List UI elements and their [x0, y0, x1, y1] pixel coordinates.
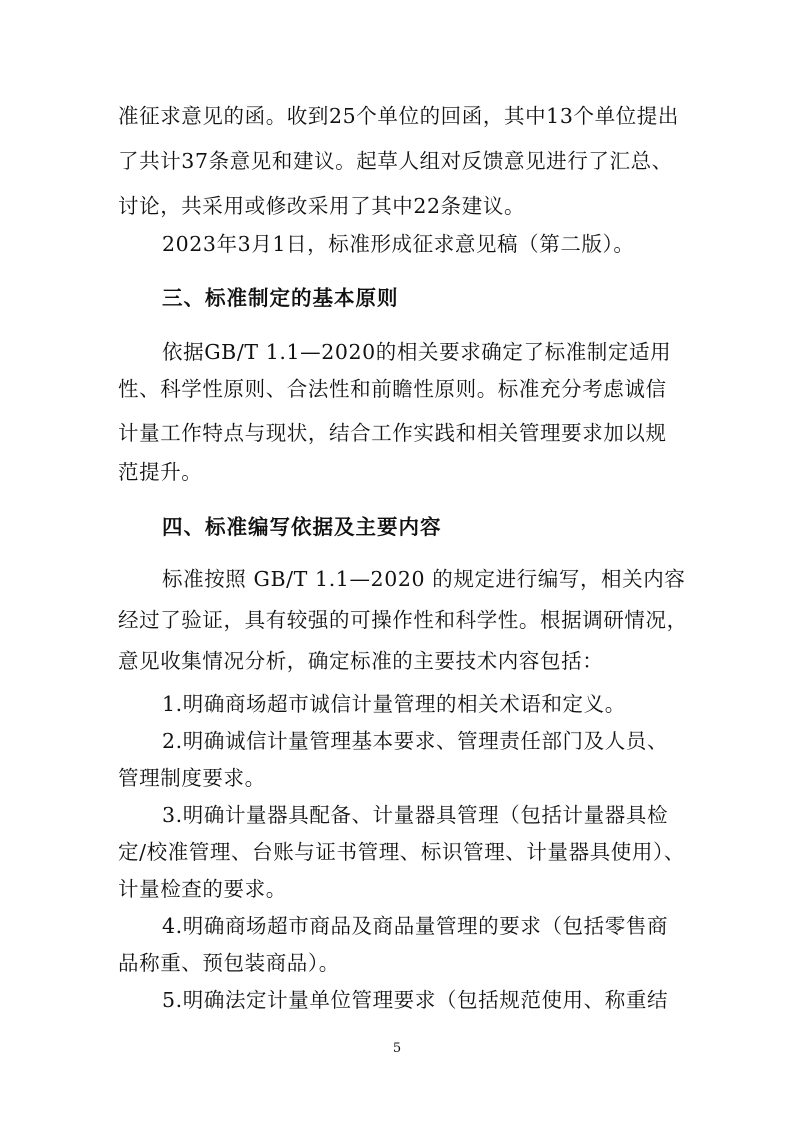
paragraph-line: 性、科学性原则、合法性和前瞻性原则。标准充分考虑诚信 [118, 377, 667, 401]
paragraph-line: 意见收集情况分析，确定标准的主要技术内容包括： [118, 649, 604, 673]
section-heading: 三、标准制定的基本原则 [162, 286, 399, 310]
list-item: 3.明确计量器具配备、计量器具管理（包括计量器具检 [162, 803, 669, 827]
page-number: 5 [392, 1041, 402, 1056]
paragraph-line: 依据GB/T 1.1—2020的相关要求确定了标准制定适用 [162, 340, 672, 364]
paragraph-line: 范提升。 [118, 460, 203, 484]
paragraph-line: 经过了验证，具有较强的可操作性和科学性。根据调研情况， [118, 608, 688, 632]
list-item: 4.明确商场超市商品及商品量管理的要求（包括零售商 [162, 914, 669, 938]
paragraph-line: 品称重、预包装商品）。 [118, 951, 340, 975]
paragraph-line: 标准按照 GB/T 1.1—2020 的规定进行编写，相关内容 [162, 567, 686, 591]
paragraph-line: 了共计37条意见和建议。起草人组对反馈意见进行了汇总、 [118, 149, 673, 173]
paragraph-line: 计量工作特点与现状，结合工作实践和相关管理要求加以规 [118, 421, 667, 445]
list-item: 5.明确法定计量单位管理要求（包括规范使用、称重结 [162, 988, 669, 1012]
paragraph-line: 讨论，共采用或修改采用了其中22条建议。 [118, 194, 526, 218]
section-heading: 四、标准编写依据及主要内容 [162, 515, 442, 539]
paragraph-line: 管理制度要求。 [118, 766, 266, 790]
list-item: 1.明确商场超市诚信计量管理的相关术语和定义。 [162, 692, 626, 716]
paragraph-line: 定/校准管理、台账与证书管理、标识管理、计量器具使用）、 [118, 840, 685, 864]
paragraph-line: 计量检查的要求。 [118, 877, 287, 901]
paragraph-line: 2023年3月1日，标准形成征求意见稿（第二版）。 [162, 232, 635, 256]
list-item: 2.明确诚信计量管理基本要求、管理责任部门及人员、 [162, 729, 669, 753]
paragraph-line: 准征求意见的函。收到25个单位的回函，其中13个单位提出 [118, 104, 679, 128]
